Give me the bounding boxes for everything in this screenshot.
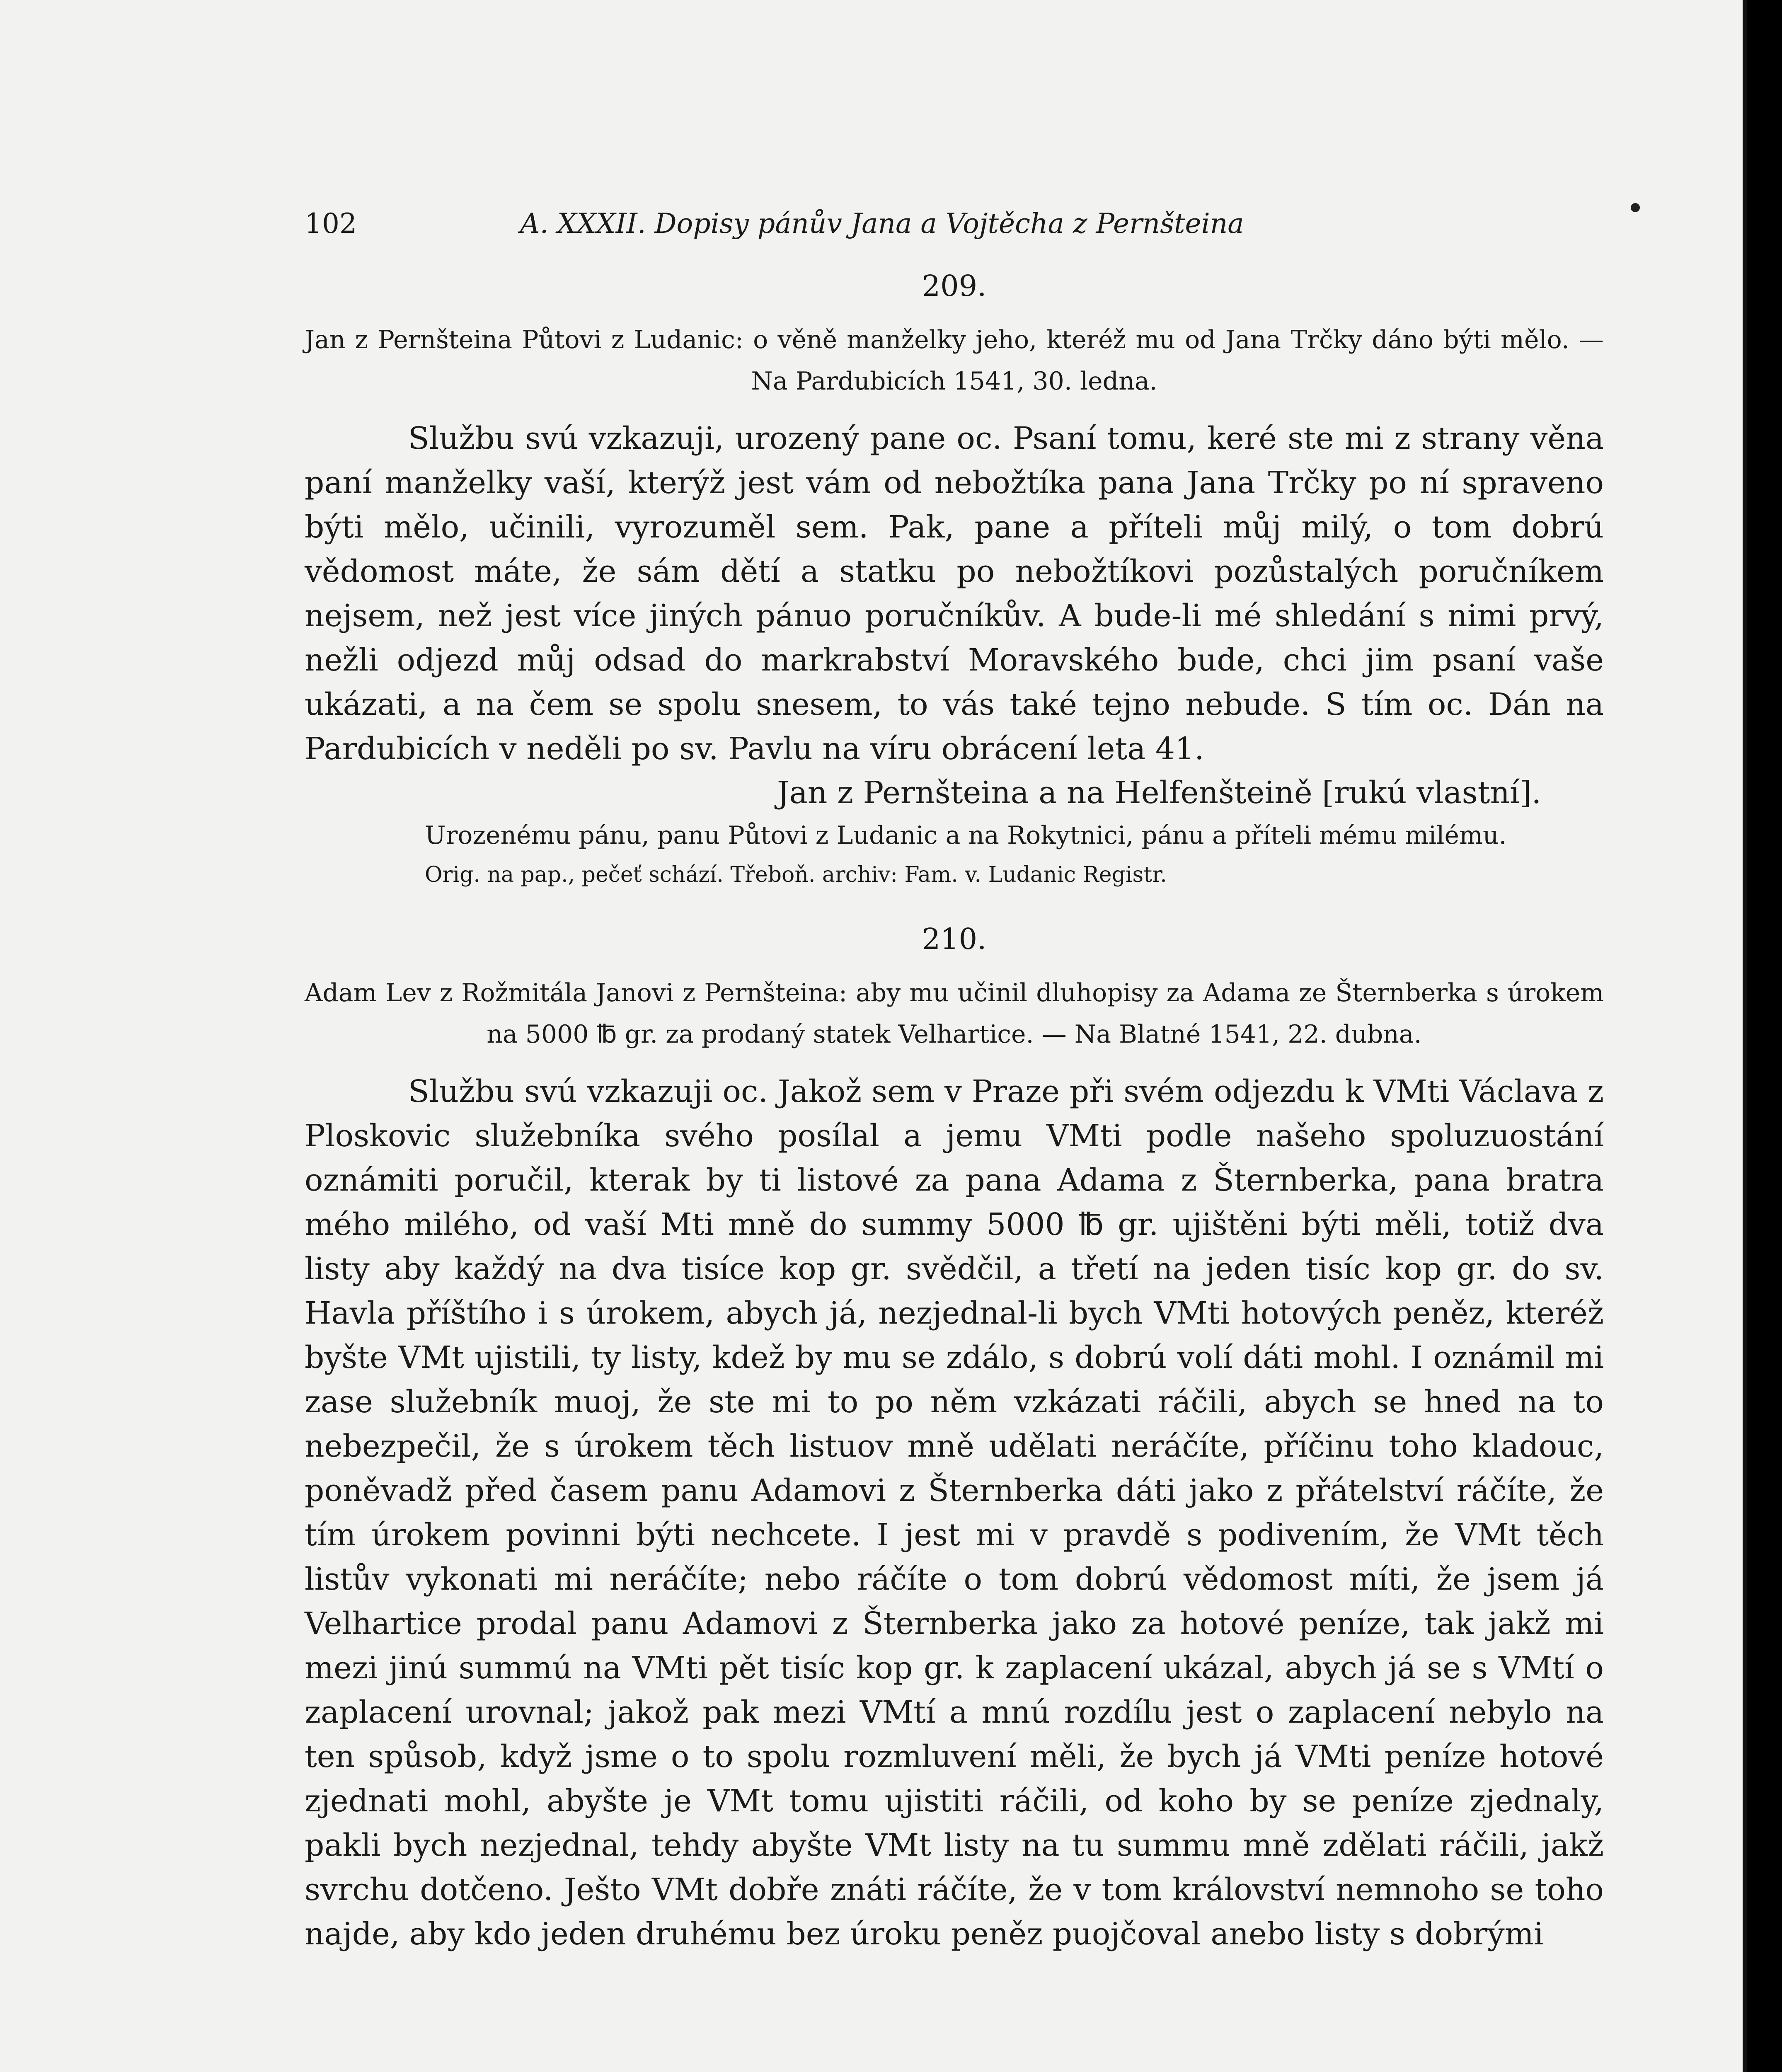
document-210 [305, 916, 1604, 1956]
source-note: Orig. na pap., pečeť schází. Třeboň. archiv: Fam. v. Ludanic Registr. [425, 862, 1167, 887]
document-summary: Jan z Pernšteina Půtovi z Ludanic: o věně manželky jeho, kteréž mu od Jana Trčky dáno býti mělo. — Na Pardubicích 1541, 30. ledna. [305, 325, 1604, 396]
header-title: A. XXXII. Dopisy pánův Jana a Vojtěcha z Pernšteina [520, 208, 1244, 240]
document-number: 210. [922, 922, 987, 956]
address-line: Urozenému pánu, panu Půtovi z Ludanic a na Rokytnici, pánu a příteli mému milému. [425, 821, 1507, 850]
document-text: Službu svú vzkazuji oc. Jakož sem v Praze při svém odjezdu k VMti Václava z Ploskovic služebníka svého posílal a jemu VMti podle našeho spoluzuostání oznámiti poručil, kterak by ti listové za pana Adama z Šternberka, pana bratra mého milého, od vaší Mti mně do summy 5000 ℔ gr. ujištěni býti měli, totiž dva listy aby každý na dva tisíce kop gr. svědčil, a třetí na jeden tisíc kop gr. do sv. Havla příštího i s úrokem, abych já, nezjednal-li bych VMti hotových peněz, kteréž byšte VMt ujistili, ty listy, kdež by mu se zdálo, s dobrú volí dáti mohl. I oznámil mi zase služebník muoj, že ste mi to po něm vzkázati ráčili, abych se hned na to nebezpečil, že s úrokem těch listuov mně udělati neráčíte, příčinu toho kladouc, poněvadž před časem panu Adamovi z Šternberka dáti jako z přátelství ráčíte, že tím úrokem povinni býti nechcete. I jest mi v pravdě s podivením, že VMt těch listův vykonati mi neráčíte; nebo ráčíte o tom dobrú vědomost míti, že jsem já Velhartice prodal panu Adamovi z Šternberka jako za hotové peníze, tak jakž mi mezi jinú summú na VMti pět tisíc kop gr. k zaplacení ukázal, abych já se s VMtí o zaplacení urovnal; jakož pak mezi VMtí a mnú rozdílu jest o zaplacení nebylo na ten spůsob, když jsme o to spolu rozmluvení měli, že bych já VMti peníze hotové zjednati mohl, abyšte je VMt tomu ujistiti ráčili, od koho by se peníze zjednaly, pakli bych nezjednal, tehdy abyšte VMt listy na tu summu mně zdělati ráčili, jakž svrchu dotčeno. Ješto VMt dobře znáti ráčíte, že v tom království nemnoho se toho najde, aby kdo jeden druhému bez úroku peněz puojčoval anebo listy s dobrými [305, 1074, 1604, 1952]
text-block [305, 182, 1604, 1956]
running-head [305, 203, 1604, 244]
document-number: 209. [922, 269, 987, 303]
document-209 [305, 263, 1604, 893]
document-text: Službu svú vzkazuji, urozený pane oc. Psaní tomu, keré ste mi z strany věna paní manželky vaší, kterýž jest vám od nebožtíka pana Jana Trčky po ní spraveno býti mělo, učinili, vyrozuměl sem. Pak, pane a příteli můj milý, o tom dobrú vědomost máte, že sám dětí a statku po nebožtíkovi pozůstalých poručníkem nejsem, než jest více jiných pánuo poručníkův. A bude-li mé shledání s nimi prvý, nežli odjezd můj odsad do markrabství Moravského bude, chci jim psaní vaše ukázati, a na čem se spolu snesem, to vás také tejno nebude. S tím oc. Dán na Pardubicích v neděli po sv. Pavlu na víru obrácení leta 41. [305, 421, 1604, 767]
signature: Jan z Pernšteina a na Helfenšteině [rukú vlastní]. [777, 775, 1542, 811]
page-number: 102 [305, 208, 357, 240]
ink-speck [1631, 203, 1640, 212]
document-summary: Adam Lev z Rožmitála Janovi z Pernšteina: aby mu učinil dluhopisy za Adama ze Šternberka s úrokem na 5000 ℔ gr. za prodaný statek Velhartice. — Na Blatné 1541, 22. dubna. [305, 978, 1604, 1049]
